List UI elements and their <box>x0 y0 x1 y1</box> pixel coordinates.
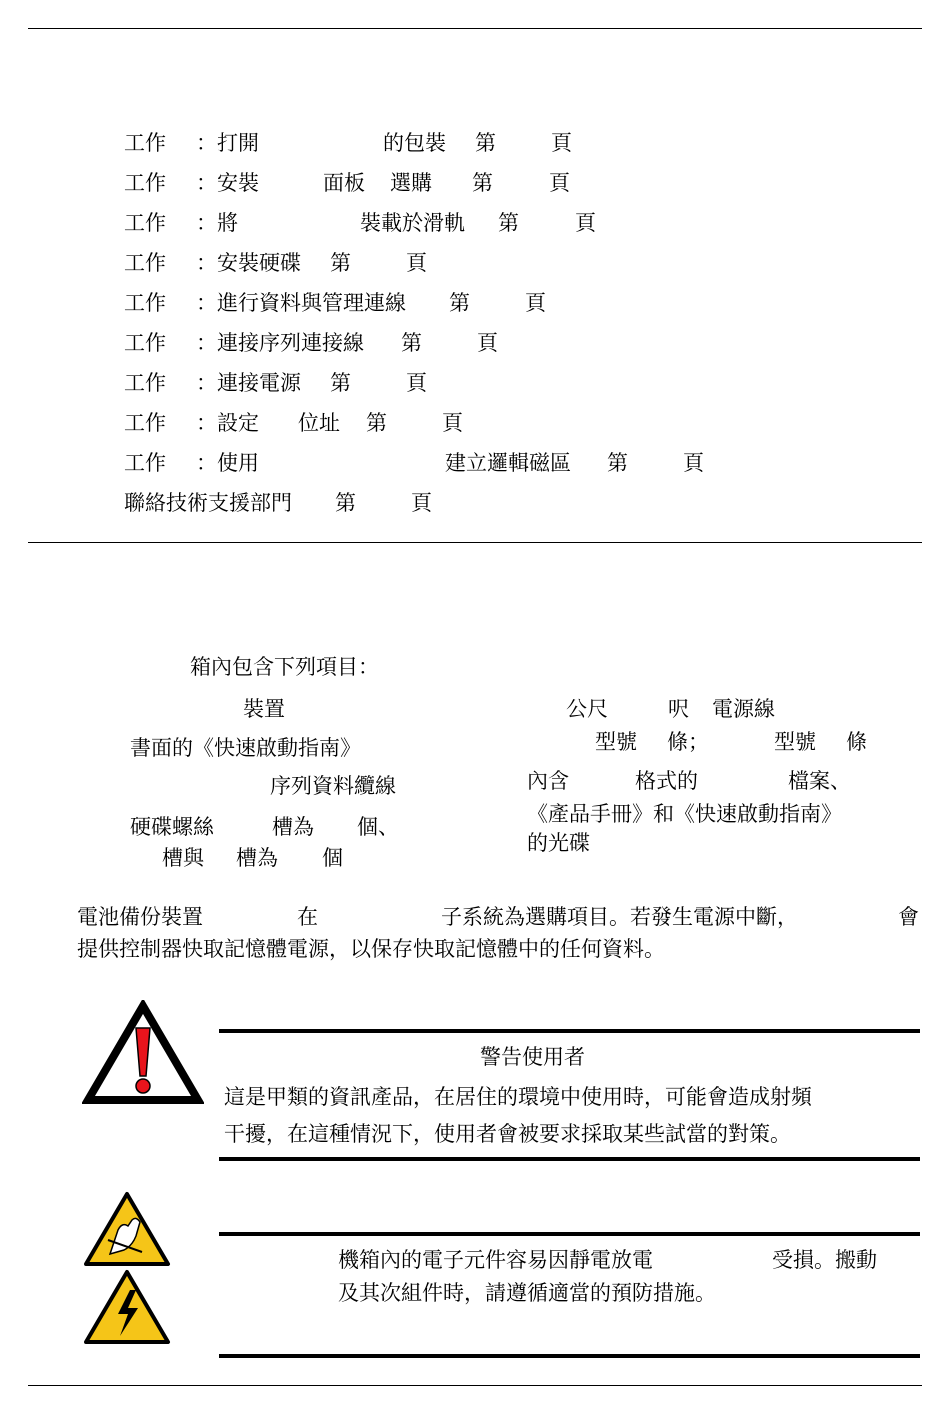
task-page-label: 第 <box>330 251 351 275</box>
box-item: 序列資料纜線 <box>270 774 396 798</box>
task-page-suffix: 頁 <box>575 211 596 235</box>
task-desc-2: 裝載於滑軌 <box>360 211 465 235</box>
warning-title: 警告使用者 <box>480 1045 585 1069</box>
box-item: 硬碟螺絲 <box>130 815 214 839</box>
box-item: 型號 <box>595 730 637 754</box>
task-page-suffix: 頁 <box>411 491 432 515</box>
task-page-label: 第 <box>330 371 351 395</box>
esd-line: 及其次組件時，請遵循適當的預防措施。 <box>338 1281 716 1305</box>
warning-line: 這是甲類的資訊產品，在居住的環境中使用時，可能會造成射頻 <box>224 1085 812 1109</box>
task-row: 工作 <box>124 331 166 355</box>
task-desc: ：將 <box>196 211 238 235</box>
task-desc: ：連接序列連接線 <box>196 331 364 355</box>
task-row: 工作 <box>124 171 166 195</box>
task-page-label: 第 <box>475 131 496 155</box>
box-item: 槽與 <box>162 846 204 870</box>
task-desc-2: 位址 <box>298 411 340 435</box>
battery-text: 提供控制器快取記憶體電源，以保存快取記憶體中的任何資料。 <box>77 937 665 961</box>
box-item: 書面的《快速啟動指南》 <box>130 736 361 760</box>
esd-line: 機箱內的電子元件容易因靜電放電 <box>338 1248 653 1272</box>
task-row: 工作 <box>124 291 166 315</box>
task-row: 工作 <box>124 371 166 395</box>
bottom-rule <box>28 1385 922 1386</box>
task-page-label: 第 <box>498 211 519 235</box>
task-page-suffix: 頁 <box>442 411 463 435</box>
task-page-suffix: 頁 <box>406 371 427 395</box>
task-page-suffix: 頁 <box>406 251 427 275</box>
esd-warning-icon <box>82 1190 172 1268</box>
task-desc-3: 選購 <box>390 171 432 195</box>
contact-support-label: 聯絡技術支援部門 <box>124 491 292 515</box>
task-row: 工作 <box>124 411 166 435</box>
box-item: 條； <box>667 730 709 754</box>
task-row: 工作 <box>124 211 166 235</box>
task-desc: ：設定 <box>196 411 259 435</box>
battery-text: 在 <box>297 905 318 929</box>
warning-top-rule <box>219 1029 920 1033</box>
battery-text: 會 <box>898 905 919 929</box>
top-rule <box>28 28 922 29</box>
task-page-suffix: 頁 <box>549 171 570 195</box>
task-page-label: 第 <box>335 491 356 515</box>
task-desc: ：打開 <box>196 131 259 155</box>
box-item: 公尺 <box>566 697 608 721</box>
task-row: 工作 <box>124 251 166 275</box>
box-item: 個 <box>322 846 343 870</box>
task-page-suffix: 頁 <box>525 291 546 315</box>
box-item: 檔案、 <box>788 769 851 793</box>
task-row: 工作 <box>124 451 166 475</box>
esd-top-rule <box>219 1232 920 1236</box>
task-page-suffix: 頁 <box>551 131 572 155</box>
box-item: 型號 <box>774 730 816 754</box>
task-desc: ：安裝 <box>196 171 259 195</box>
task-page-label: 第 <box>607 451 628 475</box>
task-desc-2: 的包裝 <box>383 131 446 155</box>
task-page-suffix: 頁 <box>477 331 498 355</box>
box-item: 的光碟 <box>527 831 590 855</box>
esd-line: 受損。搬動 <box>772 1248 877 1272</box>
box-item: 槽為 <box>236 846 278 870</box>
warning-line: 干擾，在這種情況下，使用者會被要求採取某些試當的對策。 <box>224 1122 791 1146</box>
task-page-label: 第 <box>472 171 493 195</box>
box-item: 內含 <box>527 769 569 793</box>
task-desc: ：安裝硬碟 <box>196 251 301 275</box>
box-item: 裝置 <box>243 697 285 721</box>
esd-bottom-rule <box>219 1354 920 1358</box>
box-item: 個、 <box>357 815 399 839</box>
box-item: 電源線 <box>712 697 775 721</box>
battery-text: 電池備份裝置 <box>77 905 203 929</box>
box-intro: 箱內包含下列項目： <box>190 655 379 679</box>
task-desc: ：進行資料與管理連線 <box>196 291 406 315</box>
task-row: 工作 <box>124 131 166 155</box>
box-item: 格式的 <box>635 769 698 793</box>
task-page-label: 第 <box>449 291 470 315</box>
task-page-label: 第 <box>401 331 422 355</box>
task-desc-2: 建立邏輯磁區 <box>445 451 571 475</box>
battery-text: 子系統為選購項目。若發生電源中斷， <box>441 905 798 929</box>
box-item: 《產品手冊》和《快速啟動指南》 <box>527 802 842 826</box>
warning-bottom-rule <box>219 1157 920 1161</box>
box-item: 槽為 <box>272 815 314 839</box>
warning-triangle-icon <box>82 1000 204 1106</box>
task-page-label: 第 <box>366 411 387 435</box>
task-desc-2: 面板 <box>323 171 365 195</box>
task-page-suffix: 頁 <box>683 451 704 475</box>
task-desc: ：連接電源 <box>196 371 301 395</box>
box-item: 條 <box>846 730 867 754</box>
task-desc: ：使用 <box>196 451 259 475</box>
high-voltage-icon <box>82 1268 172 1346</box>
section-rule <box>28 542 922 543</box>
box-item: 呎 <box>668 697 689 721</box>
